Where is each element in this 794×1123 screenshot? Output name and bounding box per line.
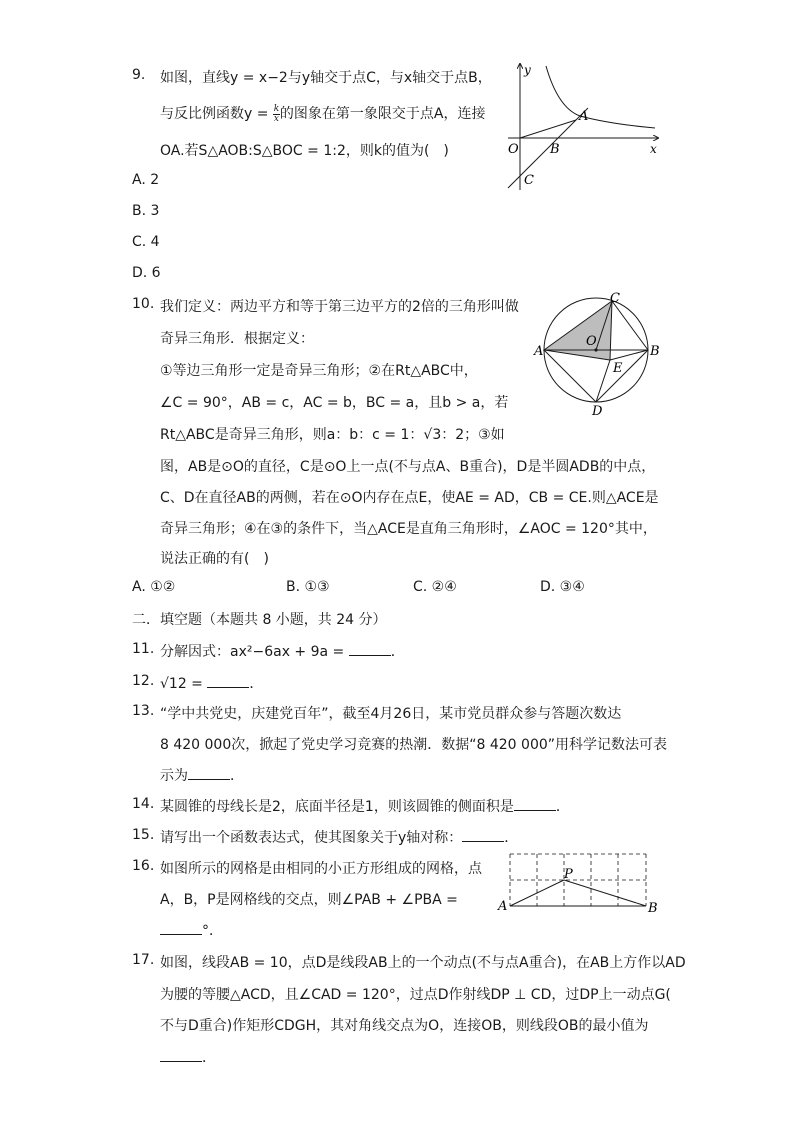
- option-c[interactable]: C. ②④: [413, 579, 457, 595]
- option-b[interactable]: B. ①③: [286, 579, 330, 595]
- label-o: O: [586, 334, 597, 349]
- question-number: 17.: [132, 952, 155, 968]
- answer-blank[interactable]: [349, 654, 391, 656]
- label-p: P: [564, 867, 573, 882]
- question-number: 10.: [132, 296, 155, 312]
- question-number: 16.: [132, 858, 155, 874]
- question-number: 9.: [132, 67, 146, 83]
- question-text-line: 分解因式：ax²−6ax + 9a = ．: [160, 644, 405, 660]
- question-text-line: 8 420 000次，掀起了党史学习竞赛的热潮．数据“8 420 000”用科学记数法可表: [160, 737, 668, 753]
- question-text-line: 示为 ．: [160, 768, 244, 784]
- question-text-line: 我们定义：两边平方和等于第三边平方的2倍的三角形叫做: [160, 299, 519, 315]
- question-number: 12.: [132, 673, 155, 689]
- question-text-line: 与反比例函数y = $\frac{k}{x}$ 的图象在第一象限交于点A，连接: [160, 103, 486, 124]
- answer-blank[interactable]: [207, 686, 249, 688]
- option-c[interactable]: C. 4: [132, 234, 160, 250]
- label-b: B: [550, 142, 560, 157]
- question-text-line: ．: [160, 1047, 216, 1067]
- label-e: E: [613, 361, 623, 376]
- question-text-line: C、D在直径AB的两侧，若在⊙O内存在点E，使AE = AD，CB = CE.则△ACE是: [160, 490, 659, 506]
- option-b[interactable]: B. 3: [132, 203, 160, 219]
- question-number: 15.: [132, 827, 155, 843]
- answer-blank[interactable]: [514, 809, 556, 811]
- answer-blank[interactable]: [188, 778, 230, 780]
- label-a: A: [498, 899, 508, 914]
- option-d[interactable]: D. 6: [132, 265, 161, 281]
- label-b: B: [650, 344, 660, 359]
- question-text-line: 请写出一个函数表达式，使其图象关于y轴对称： ．: [160, 830, 519, 846]
- label-b: B: [648, 901, 658, 916]
- fraction-denominator: x: [273, 113, 279, 124]
- question-text-line: 如图所示的网格是由相同的小正方形组成的网格，点: [160, 861, 482, 877]
- question-text-line: √12 = ．: [160, 676, 264, 692]
- answer-blank[interactable]: [160, 933, 202, 935]
- question-text-line: Rt△ABC是奇异三角形，则a：b：c = 1：√3：2；③如: [160, 427, 505, 443]
- segment-ad: [544, 350, 596, 402]
- question-text-line: °．: [160, 920, 223, 940]
- question-text-line: 奇异三角形；④在③的条件下，当△ACE是直角三角形时，∠AOC = 120°其中，: [160, 521, 657, 537]
- label-a: A: [534, 344, 544, 359]
- label-x: x: [650, 142, 657, 156]
- segment-pb: [564, 880, 646, 906]
- hyperbola-curve: [546, 66, 655, 128]
- option-a[interactable]: A. 2: [132, 172, 160, 188]
- answer-blank[interactable]: [462, 840, 504, 842]
- question-text-line: 为腰的等腰△ACD，且∠CAD = 120°，过点D作射线DP ⊥ CD，过DP上一动点G(: [160, 987, 671, 1003]
- question-number: 11.: [132, 641, 155, 657]
- label-y: y: [524, 63, 531, 77]
- question-text-line: 图，AB是⊙O的直径，C是⊙O上一点(不与点A、B重合)，D是半圆ADB的中点，: [160, 459, 656, 475]
- question-text-line: 如图，直线y = x−2与y轴交于点C，与x轴交于点B，: [160, 70, 492, 86]
- label-o: O: [508, 142, 519, 157]
- question-number: 13.: [132, 703, 155, 719]
- label-c: C: [524, 173, 534, 188]
- section-heading: 二．填空题（本题共 8 小题，共 24 分）: [132, 612, 387, 628]
- question-text-line: OA.若S△AOB:S△BOC = 1:2，则k的值为( ): [160, 143, 449, 159]
- triangle-ace: [544, 301, 612, 360]
- question-text-line: 奇异三角形．根据定义：: [160, 331, 314, 347]
- question-text-line: 不与D重合)作矩形CDGH，其对角线交点为O，连接OB，则线段OB的最小值为: [160, 1018, 649, 1034]
- answer-blank[interactable]: [160, 1060, 202, 1062]
- fraction-numerator: k: [273, 103, 280, 114]
- option-a[interactable]: A. ①②: [132, 579, 176, 595]
- question-text-line: ①等边三角形一定是奇异三角形；②在Rt△ABC中，: [160, 363, 478, 379]
- label-c: C: [610, 291, 620, 306]
- segment-cb: [612, 301, 648, 350]
- label-d: D: [592, 404, 603, 418]
- question-text-line: 如图，线段AB = 10，点D是线段AB上的一个动点(不与点A重合)，在AB上方作以AD: [160, 955, 686, 971]
- option-d[interactable]: D. ③④: [540, 579, 585, 595]
- question-text-line: 说法正确的有( ): [160, 551, 269, 567]
- figure-q10-circle: [530, 288, 665, 418]
- question-text-line: 某圆锥的母线长是2，底面半径是1，则该圆锥的侧面积是 ．: [160, 799, 570, 815]
- figure-q16-grid: [496, 848, 661, 918]
- question-text-line: A，B，P是网格线的交点，则∠PAB + ∠PBA =: [160, 892, 458, 908]
- question-text-line: ∠C = 90°，AB = c，AC = b，BC = a，且b > a，若: [160, 395, 509, 411]
- label-a: A: [579, 109, 589, 124]
- question-number: 14.: [132, 796, 155, 812]
- figure-q9-graph: [500, 58, 670, 193]
- question-text-line: “学中共党史，庆建党百年”，截至4月26日，某市党员群众参与答题次数达: [160, 706, 622, 722]
